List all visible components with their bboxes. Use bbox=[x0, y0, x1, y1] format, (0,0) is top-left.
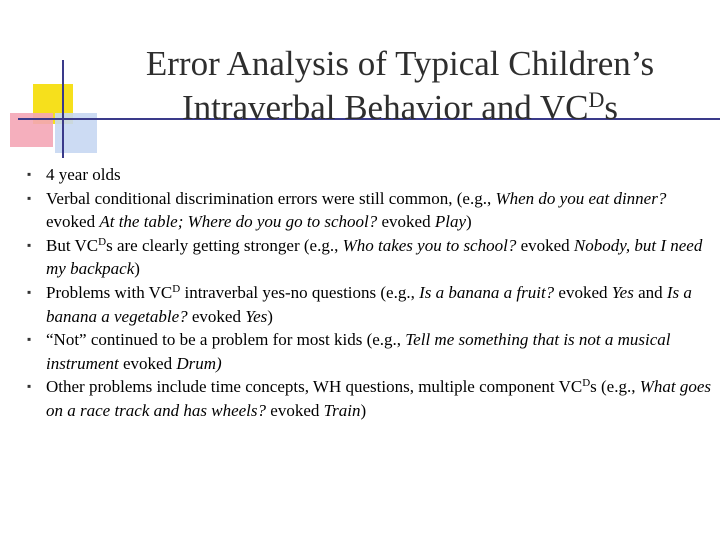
bullet-item bbox=[24, 375, 714, 422]
bullet-text: evoked bbox=[187, 306, 246, 326]
bullet-marker-icon: ▪ bbox=[27, 332, 32, 347]
title-line-2-suffix: s bbox=[604, 88, 619, 127]
bullet-text: s (e.g., bbox=[590, 377, 640, 397]
bullet-example-text: Is a banana a fruit? bbox=[419, 282, 555, 302]
title-line-2 bbox=[90, 86, 710, 130]
bullet-superscript: D bbox=[98, 235, 107, 248]
bullet-example-text: What goes on a race track and has wheels? bbox=[46, 377, 712, 420]
bullet-text: “Not” continued to be a problem for most kids (e.g., bbox=[46, 330, 406, 350]
title-line-1: Error Analysis of Typical Children’s bbox=[145, 44, 655, 83]
bullet-text: s are clearly getting stronger (e.g., bbox=[106, 235, 343, 255]
bullet-example-text: Is a banana a vegetable? bbox=[46, 282, 692, 326]
bullet-text: evoked bbox=[516, 235, 574, 255]
bullet-item bbox=[24, 163, 714, 187]
bullet-text: and bbox=[633, 282, 667, 302]
bullet-marker-icon: ▪ bbox=[27, 167, 32, 181]
bullet-example-text: Tell me something that is not a musical instrument bbox=[46, 330, 671, 373]
bullet-text: evoked bbox=[377, 212, 435, 232]
bullet-text: Verbal conditional discrimination errors were still common, (e.g., bbox=[46, 188, 496, 208]
bullet-list bbox=[24, 163, 714, 423]
bullet-marker-icon: ▪ bbox=[27, 237, 32, 252]
bullet-text: evoked bbox=[266, 400, 324, 420]
bullet-example-text: Train bbox=[323, 400, 361, 420]
title-superscript: D bbox=[588, 87, 605, 112]
bullet-item bbox=[24, 234, 714, 281]
bullet-text: Problems with VC bbox=[46, 282, 173, 302]
bullet-text: evoked bbox=[118, 353, 177, 373]
bullet-text: evoked bbox=[554, 282, 612, 302]
slide-title bbox=[90, 42, 710, 130]
bullet-superscript: D bbox=[582, 377, 591, 390]
bullet-text: ) bbox=[360, 400, 367, 420]
bullet-example-text: Yes bbox=[245, 306, 268, 326]
bullet-example-text: Play bbox=[434, 212, 467, 232]
bullet-item bbox=[24, 281, 714, 328]
bullet-text: But VC bbox=[46, 235, 99, 255]
bullet-example-text: Yes bbox=[611, 282, 634, 302]
bullet-marker-icon: ▪ bbox=[27, 379, 32, 394]
bullet-marker-icon: ▪ bbox=[27, 284, 32, 299]
bullet-example-text: Nobody, but I need my backpack bbox=[46, 235, 703, 279]
bullet-example-text: Drum) bbox=[176, 353, 222, 373]
title-line-2-text: Intraverbal Behavior and VC bbox=[181, 88, 589, 127]
bullet-marker-icon: ▪ bbox=[27, 190, 32, 205]
bullet-text: intraverbal yes-no questions (e.g., bbox=[180, 282, 420, 302]
bullet-text: ) bbox=[466, 212, 472, 232]
decor-vertical-line bbox=[62, 60, 64, 158]
bullet-text: 4 year olds bbox=[46, 165, 121, 184]
bullet-item bbox=[24, 187, 714, 234]
bullet-example-text: At the table; Where do you go to school? bbox=[99, 212, 378, 232]
bullet-example-text: When do you eat dinner? bbox=[495, 188, 667, 208]
bullet-text: evoked bbox=[46, 212, 100, 232]
bullet-text: Other problems include time concepts, WH questions, multiple component VC bbox=[46, 377, 583, 397]
bullet-text: ) bbox=[134, 259, 140, 279]
bullet-superscript: D bbox=[172, 282, 181, 295]
bullet-item bbox=[24, 328, 714, 375]
bullet-text: ) bbox=[267, 306, 273, 326]
bullet-example-text: Who takes you to school? bbox=[342, 235, 517, 255]
